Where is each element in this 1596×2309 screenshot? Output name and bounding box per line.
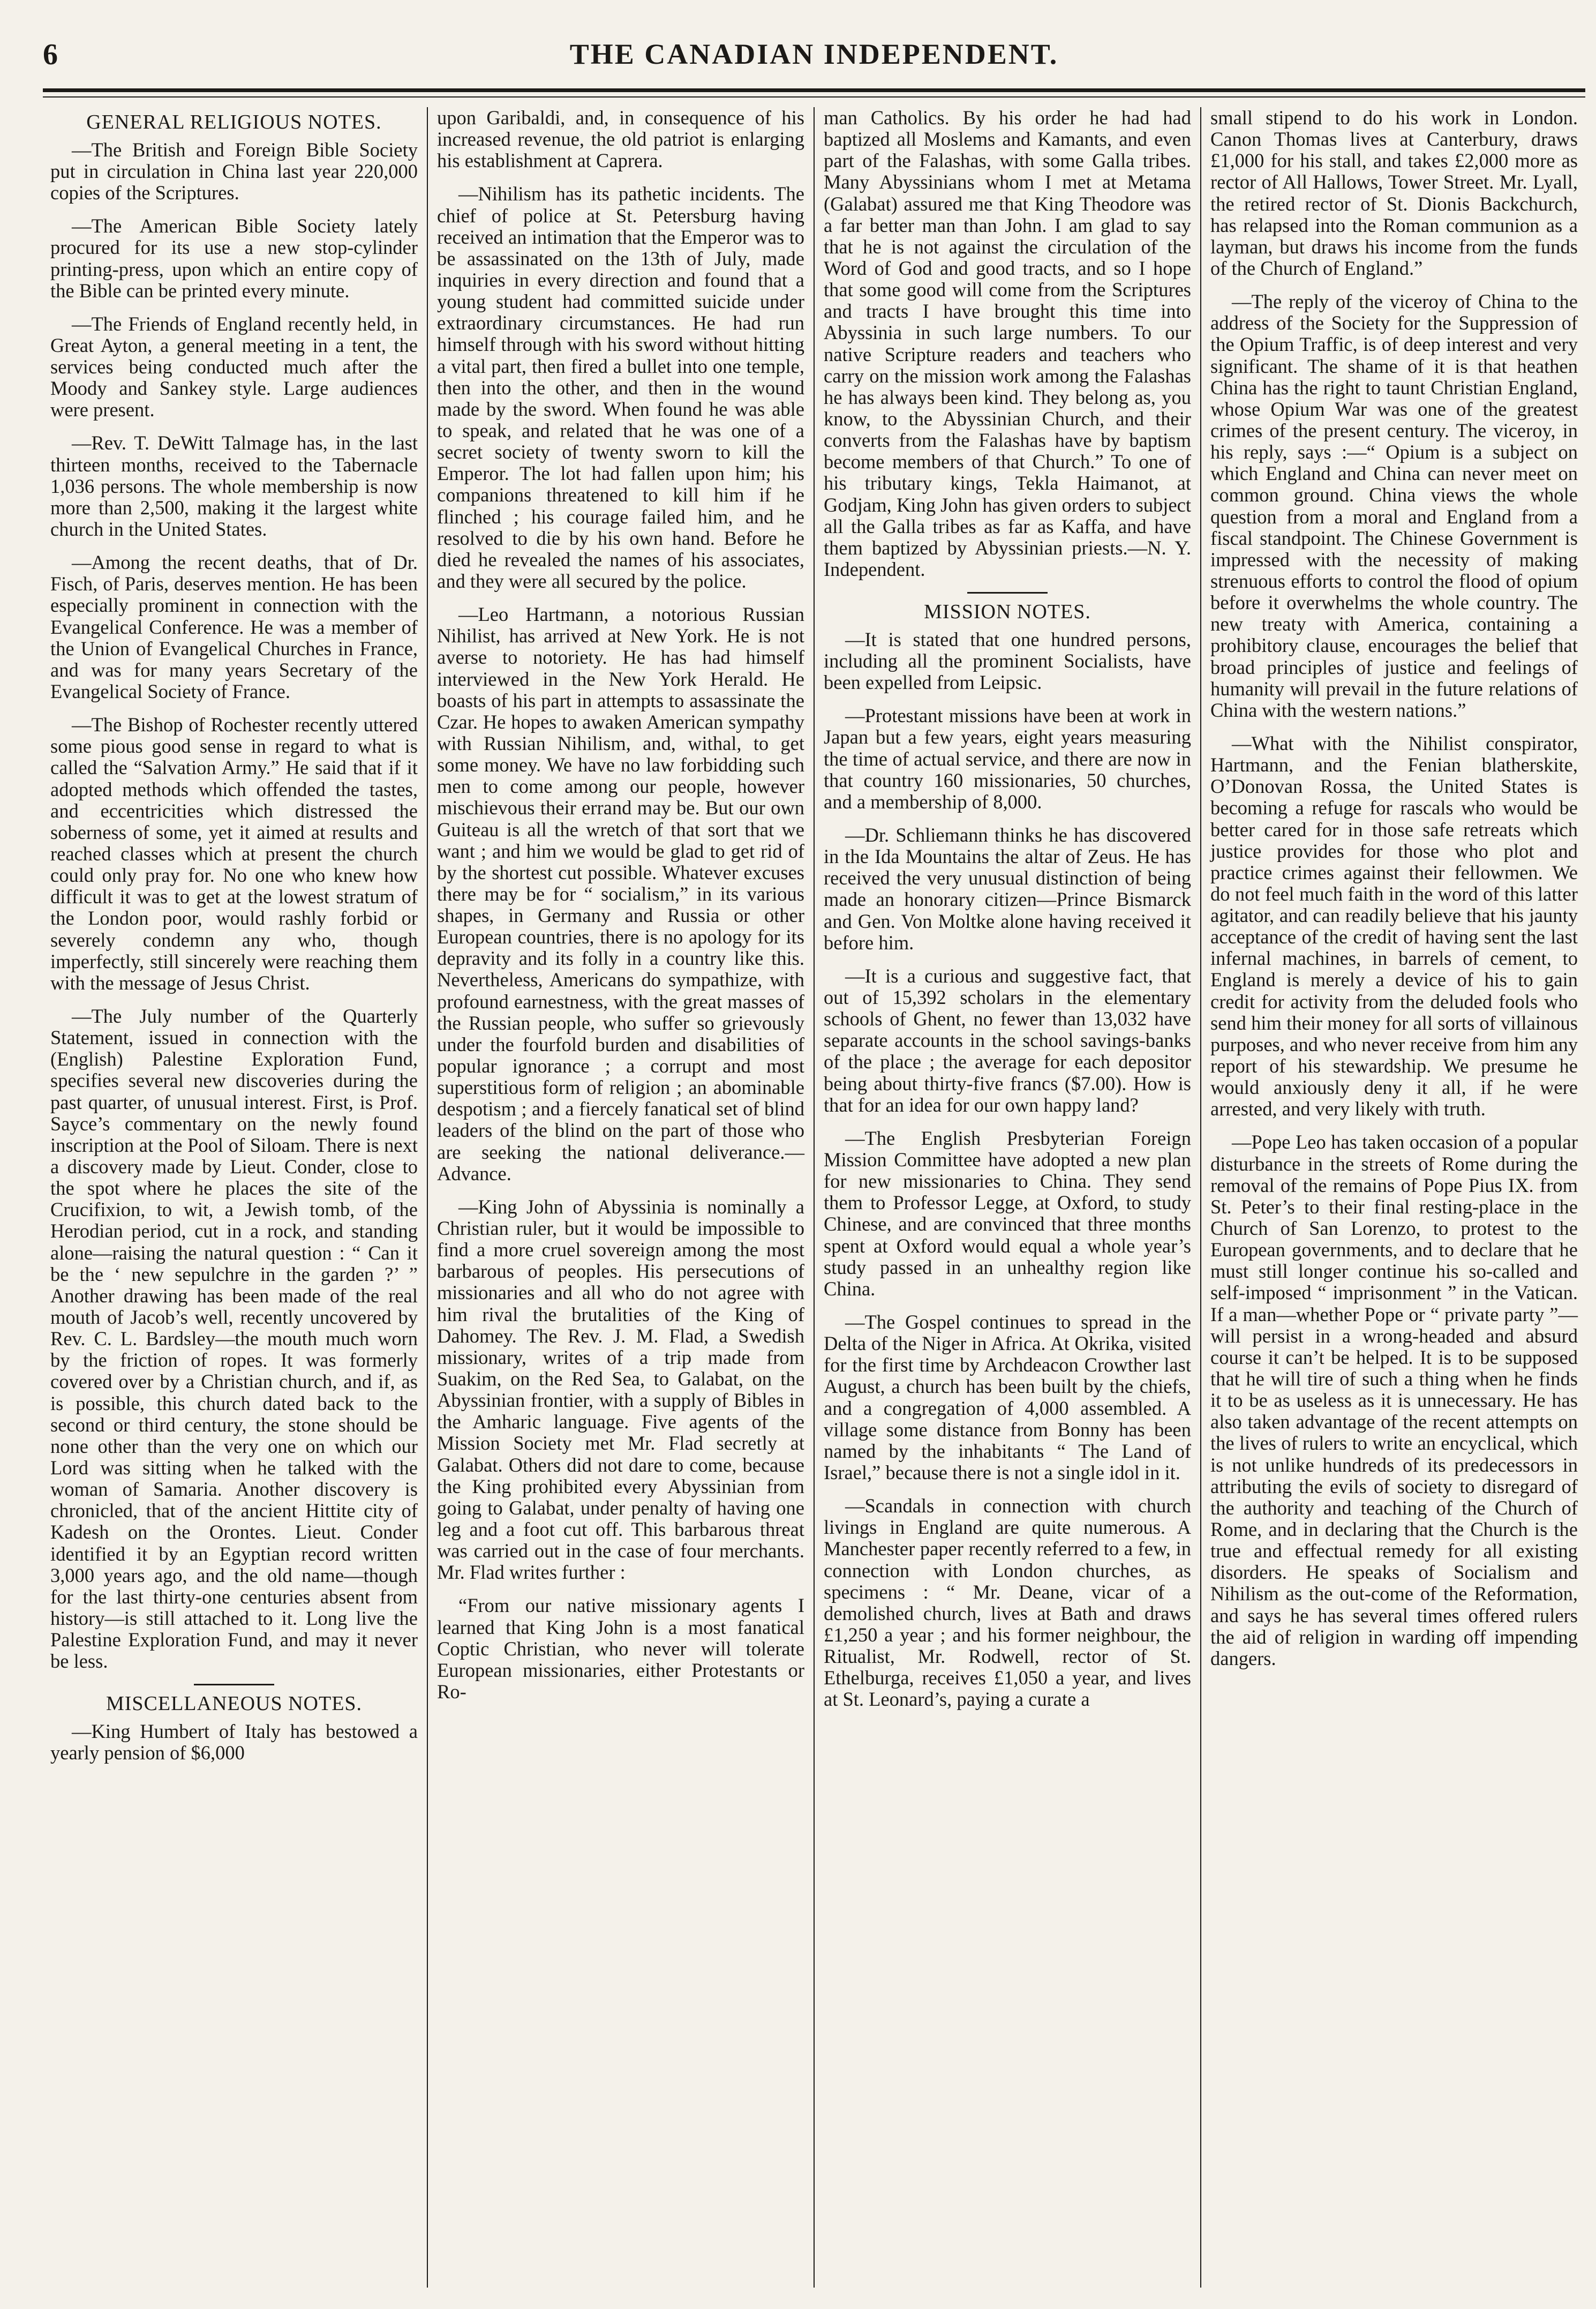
- publication-title: THE CANADIAN INDEPENDENT.: [569, 38, 1059, 70]
- news-item: —King John of Abyssinia is nominally a Christian ruler, but it would be impossible to find a more cruel sovereign among the most barbarous of peoples. His persecutions of missionaries and all who do not agree with him rival the brutalities of the King of Dahomey. The Rev. J. M. Flad, a Swedish missionary, writes of a trip made from Suakim, on the Red Sea, to Galabat, on the Abyssinian frontier, with a supply of Bibles in the Amharic language. Five agents of the Mission Society met Mr. Flad secretly at Galabat. Others did not dare to come, because the King prohibited every Abyssinian from going to Galabat, under penalty of having one leg and a foot cut off. This barbarous threat was carried out in the case of four merchants. Mr. Flad writes further :: [437, 1195, 804, 1584]
- news-item: —King Humbert of Italy has bestowed a yearly pension of $6,000: [50, 1720, 418, 1764]
- news-item: —The British and Foreign Bible Society put in circulation in China last year 220,000 copies of the Scriptures.: [50, 138, 418, 204]
- header-rule-thin: [43, 96, 1585, 98]
- article-columns: [43, 107, 1585, 2288]
- news-item: —The Gospel continues to spread in the Delta of the Niger in Africa. At Okrika, visited for the first time by Archdeacon Crowther last August, a church has been built by the chiefs, and a congregation of 4,000 assembled. A village some distance from Bonny has been named by the inhabitants “ The Land of Israel,” because there is not a single idol in it.: [824, 1310, 1191, 1483]
- news-item: —The July number of the Quarterly Statement, issued in connection with the (English) Palestine Exploration Fund, specifies several new discoveries during the past quarter, of unusual interest. First, is Prof. Sayce’s commentary on the newly found inscription at the Pool of Siloam. There is next a discovery made by Lieut. Conder, close to the spot where he places the site of the Crucifixion, to wit, a Jewish tomb, of the Herodian period, cut in a rock, and standing alone—raising the natural question : “ Can it be the ‘ new sepulchre in the garden ?’ ” Another drawing has been made of the real mouth of Jacob’s well, recently uncovered by Rev. C. L. Bardsley—the mouth much worn by the friction of ropes. It was formerly covered over by a Christian church, and if, as is possible, this church dated back to the second or third century, the stone should be none other than the very one on which our Lord was sitting when he talked with the woman of Samaria. Another discovery is chronicled, that of the ancient Hittite city of Kadesh on the Orontes. Lieut. Conder identified it by an Egyptian record written 3,000 years ago, and the old name—though for the last thirty-one centuries absent from history—is still attached to it. Long live the Palestine Exploration Fund, and may it never be less.: [50, 1005, 418, 1673]
- column-divider: [425, 107, 430, 2288]
- news-item: —Rev. T. DeWitt Talmage has, in the last thirteen months, received to the Tabernacle 1,036 persons. The whole membership is now more than 2,500, making it the largest white church in the United States.: [50, 432, 418, 541]
- news-item: —Among the recent deaths, that of Dr. Fisch, of Paris, deserves mention. He has been especially prominent in connection with the Evangelical Conference. He was a member of the Union of Evangelical Churches in France, and was for many years Secretary of the Evangelical Society of France.: [50, 551, 418, 703]
- section-divider: [967, 592, 1048, 594]
- news-item: “From our native missionary agents I learned that King John is a most fanatical Coptic Christian, who never will tolerate European missionaries, either Protestants or Ro-: [437, 1594, 804, 1703]
- section-heading: GENERAL RELIGIOUS NOTES.: [86, 111, 382, 133]
- news-item: —Nihilism has its pathetic incidents. The chief of police at St. Petersburg having received an intimation that the Emperor was to be assassinated on the 13th of July, made inquiries in every direction and found that a young student had committed suicide under extraordinary circumstances. He had run himself through with his sword without hitting a vital part, then fired a bullet into one temple, then into the other, and then in the wound made by the sword. When found he was able to speak, and related that he was one of a secret society of twenty sworn to kill the Emperor. The lot had fallen upon him; his companions threatened to kill him if he flinched ; his courage failed him, and he resolved to die by his own hand. Before he died he revealed the names of his associates, and they were all secured by the police.: [437, 183, 804, 592]
- news-item: —Pope Leo has taken occasion of a popular disturbance in the streets of Rome during the removal of the remains of Pope Pius IX. from St. Peter’s to their final resting-place in the Church of San Lorenzo, to protest to the European governments, and to declare that he must still longer continue his so-called and self-imposed “ imprisonment ” in the Vatican. If a man—whether Pope or “ private party ”—will persist in a wrong-headed and absurd course it can’t be helped. It is to be supposed that he will tire of such a thing when he finds it to be as useless as it is unnecessary. He has also taken advantage of the recent attempts on the lives of rulers to write an encyclical, which is not unlike hundreds of its predecessors in attributing the evils of society to disregard of the authority and teaching of the Church of Rome, and in declaring that the Church is the true and effectual remedy for all existing disorders. He speaks of Socialism and Nihilism as the out-come of the Reformation, and says he has several times offered rulers the aid of religion in warding off impending dangers.: [1210, 1131, 1578, 1669]
- column-2: [430, 107, 812, 2288]
- header-rule: [43, 88, 1585, 92]
- news-item: —Dr. Schliemann thinks he has discovered in the Ida Mountains the altar of Zeus. He has received the very unusual distinction of being made an honorary citizen—Prince Bismarck and Gen. Von Moltke alone having received it before him.: [824, 824, 1191, 954]
- news-item: —The English Presbyterian Foreign Mission Committee have adopted a new plan for new missionaries to China. They send them to Professor Legge, at Oxford, to study Chinese, and are convinced that three months spent at Oxford would equal a whole year’s study passed in an unhealthy region like China.: [824, 1127, 1191, 1300]
- page-header: [43, 38, 1585, 80]
- news-item: —The Friends of England recently held, in Great Ayton, a general meeting in a tent, the services being conducted much after the Moody and Sankey style. Large audiences were present.: [50, 312, 418, 421]
- news-item: —The reply of the viceroy of China to the address of the Society for the Suppression of the Opium Traffic, is of deep interest and very significant. The shame of it is that heathen China has the right to taunt Christian England, whose Opium War was one of the greatest crimes of the present century. The viceroy, in his reply, says :—“ Opium is a subject on which England and China can never meet on common ground. China views the whole question from a moral and England from a fiscal standpoint. The Chinese Government is impressed with the necessity of making strenuous efforts to control the flood of opium before it overwhelms the whole country. The new treaty with America, containing a prohibitory clause, encourages the belief that broad principles of justice and feelings of humanity will prevail in the future relations of China with the western nations.”: [1210, 290, 1578, 721]
- continued-paragraph: upon Garibaldi, and, in consequence of his increased revenue, the old patriot is enlarging his establishment at Caprera.: [437, 107, 804, 172]
- news-item: —It is stated that one hundred persons, including all the prominent Socialists, have been expelled from Leipsic.: [824, 628, 1191, 694]
- continued-paragraph: man Catholics. By his order he had had baptized all Moslems and Kamants, and even part of the Falashas, with some Galla tribes. Many Abyssinians whom I met at Metama (Galabat) assured me that King Theodore was a far better man than John. I am glad to say that he is not against the circulation of the Word of God and good tracts, and so I hope that some good will come from the Scriptures and tracts I have brought this time into Abyssinia in such large numbers. To our native Scripture readers and teachers who carry on the mission work among the Falashas he has always been kind. They belong as, you know, to the Abyssinian Church, and their converts from the Falashas have by baptism become members of that Church.” To one of his tributary kings, Tekla Haimanot, at Godjam, King John has given orders to subject all the Galla tribes as far as Kaffa, and have them baptized by Abyssinian priests.—N. Y. Independent.: [824, 107, 1191, 580]
- news-item: —It is a curious and suggestive fact, that out of 15,392 scholars in the elementary schools of Ghent, no fewer than 13,032 have separate accounts in the school savings-banks of the place ; the average for each depositor being about thirty-five francs ($7.00). How is that for an idea for our own happy land?: [824, 964, 1191, 1116]
- column-3: [816, 107, 1199, 2288]
- column-1: [43, 107, 425, 2288]
- news-item: —What with the Nihilist conspirator, Hartmann, and the Fenian blatherskite, O’Donovan Rossa, the United States is becoming a refuge for rascals who would be better cared for in those safe retreats which justice provides for those who plot and practice crimes against their fellowmen. We do not feel much faith in the word of this latter agitator, and can readily believe that his jaunty acceptance of the credit of having sent the last infernal machines, in barrels of cement, to England is merely a device of his to gain credit for activity from the deluded fools who send him their money for all sorts of villainous purposes, and who never receive from him any report of his stewardship. We presume he would anxiously deny it all, if he were arrested, and very likely with truth.: [1210, 732, 1578, 1120]
- continued-paragraph: small stipend to do his work in London. Canon Thomas lives at Canterbury, draws £1,000 for his stall, and takes £2,000 more as rector of All Hallows, Tower Street. Mr. Lyall, the retired rector of St. Dionis Backchurch, has relapsed into the Roman communion as a layman, but draws his income from the funds of the Church of England.”: [1210, 107, 1578, 279]
- page-number: 6: [43, 38, 58, 71]
- news-item: —The Bishop of Rochester recently uttered some pious good sense in regard to what is called the “Salvation Army.” He said that if it adopted methods which offended the tastes, and eccentricities which distressed the soberness of some, yet it aimed at results and reached classes which at present the church could only pray for. No one who knew how difficult it was to get at the lowest stratum of the London poor, would rashly forbid or severely condemn any who, though imperfectly, still sincerely were reaching them with the message of Jesus Christ.: [50, 714, 418, 994]
- column-4: [1203, 107, 1585, 2288]
- section-heading: MISCELLANEOUS NOTES.: [106, 1692, 363, 1715]
- section-heading: MISSION NOTES.: [924, 601, 1091, 624]
- news-item: —Scandals in connection with church livings in England are quite numerous. A Manchester paper recently referred to a few, in connection with London churches, as specimens : “ Mr. Deane, vicar of a demolished church, lives at Bath and draws £1,250 a year ; and his former neighbour, the Ritualist, Mr. Rodwell, rector of St. Ethelburga, receives £1,050 a year, and lives at St. Leonard’s, paying a curate a: [824, 1495, 1191, 1711]
- section-divider: [194, 1684, 274, 1685]
- news-item: —The American Bible Society lately procured for its use a new stop-cylinder printing-press, upon which an entire copy of the Bible can be printed every minute.: [50, 215, 418, 302]
- news-item: —Protestant missions have been at work in Japan but a few years, eight years measuring the time of actual service, and there are now in that country 160 missionaries, 50 churches, and a membership of 8,000.: [824, 704, 1191, 813]
- column-divider: [1199, 107, 1203, 2288]
- column-divider: [812, 107, 816, 2288]
- news-item: —Leo Hartmann, a notorious Russian Nihilist, has arrived at New York. He is not averse to notoriety. He has had himself interviewed in the New York Herald. He boasts of his part in attempts to assassinate the Czar. He hopes to awaken American sympathy with Russian Nihilism, and, withal, to get some money. We have no law forbidding such men to come among our people, however mischievous their errand may be. But our own Guiteau is all the wretch of that sort that we want ; and him we would be glad to get rid of by the shortest cut possible. Whatever excuses there may be for “ socialism,” in its various shapes, in Germany and Russia or other European countries, there is no apology for its depravity and its folly in a country like this. Nevertheless, Americans do sympathize, with profound earnestness, with the great masses of the Russian people, who suffer so grievously under the fourfold burden and disabilities of popular ignorance ; a corrupt and most superstitious form of religion ; an abominable despotism ; and a fiercely fanatical set of blind leaders of the blind on the part of those who are seeking the national deliverance.—Advance.: [437, 603, 804, 1185]
